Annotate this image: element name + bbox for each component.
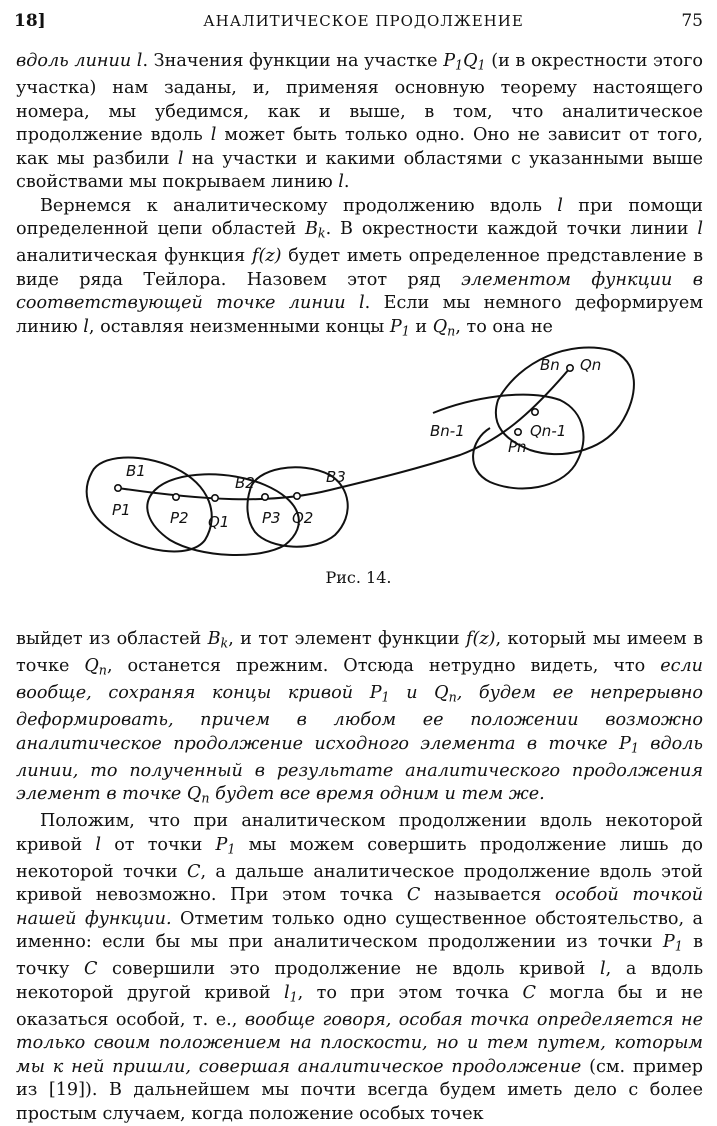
text-span: на участки и какими областями с указанными выше свойствами мы покрываем линию [16,148,704,193]
math-l: l [83,316,89,337]
math-p1: $P_1$ [369,683,390,705]
text-span: . В окрестности каждой точки линии [325,219,689,240]
page-number: 75 [681,11,703,31]
paragraph-3 [16,628,703,810]
text-span: , то она не [455,316,553,337]
label-pn: Pn [508,438,527,456]
math-c: C [522,982,536,1003]
text-span: могла бы и не оказаться особой, т. е., [16,982,704,1030]
math-c: C [406,885,421,906]
text-span: в точку [16,932,704,980]
math-l: l [338,172,344,193]
text-span: Положим, что при аналитическом продолжении вдоль некоторой кривой [16,811,703,855]
label-p1: P1 [112,501,131,519]
text-span: , а вдоль некоторой другой кривой [16,959,704,1003]
label-b2: B2 [235,474,255,492]
emphasis-span: если вообще, сохраняя концы кривой [16,656,704,704]
text-span: , и тот элемент функции [228,629,460,649]
math-fz: f(z) [466,629,496,649]
text-span: будет иметь определенное представление в виде ряда Тейлора. Назовем этот ряд [16,246,703,290]
math-bk: $B_k$ [207,629,229,651]
text-span: мы можем совершить продолжение лишь до некоторой точки [16,834,704,882]
point-qn [567,365,573,371]
text-span: называется [434,885,542,906]
paragraph-4 [16,810,703,1126]
text-span: выйдет из областей [16,629,202,649]
text-span: совершили это продолжение не вдоль кривой [112,959,586,980]
math-p1: $P_1$ [215,834,236,857]
point-q2 [294,493,300,499]
math-p1: $P_1$ [443,51,464,73]
math-l: l [358,293,365,314]
math-l: l [136,51,143,71]
text-span: может быть только одно. Оно не зависит от того, как мы разбили [16,125,703,169]
text-span: , а дальше аналитическое продолжение вдоль этой кривой невозможно. При этом точка [16,861,704,906]
math-qn: $Q_n$ [186,784,210,806]
math-l: l [557,195,563,216]
math-fz: f(z) [251,246,282,267]
emphasis-span: элементом функции в соответствующей точке линии [16,269,704,314]
emphasis-span: и [406,683,418,704]
math-l: l [177,148,184,169]
paragraph-2 [16,195,703,343]
text-span: от точки [114,834,203,855]
label-q1: Q1 [208,513,230,531]
text-block-top [16,50,703,343]
math-l: l [210,125,217,146]
text-span: (см. пример из [19]). В дальнейшем мы почти всегда будем иметь дело с более простым случаем, когда положение особых точек [16,1056,703,1124]
text-span: вдоль линии [16,51,132,71]
math-c: C [187,861,201,882]
emphasis-span: , будем ее непрерывно деформировать, причем в любом ее положении возможно аналитическое продолжение исходного элемента в точке [16,683,704,754]
figure-caption: Рис. 14. [325,568,392,587]
text-block-bottom [16,628,703,1126]
emphasis-span: вообще говоря, особая точка определяется не только своим положением на плоскости, но и тем путем, которым мы к ней пришли, совершая аналитическое продолжение [16,1009,703,1077]
domain-b1 [87,457,212,551]
text-span: , то при этом точка [297,982,510,1003]
text-span: , оставляя неизменными концы [88,316,385,337]
math-p1: $P_1$ [618,733,639,756]
point-pn [515,429,521,435]
figure-14 [80,338,660,578]
label-bn: Bn [540,356,560,374]
math-l: l [95,834,102,855]
section-number: 18] [14,11,46,31]
emphasis-span: особой точкой нашей функции. [16,885,704,929]
paragraph-1 [16,50,703,195]
emphasis-span: будет все время одним и тем же. [215,784,545,805]
math-q1: $Q_1$ [463,51,486,73]
text-span: (и в окрестности этого участка) нам заданы, и, применяя основную теорему настоящего номера, мы убедимся, как и выше, в том, что аналитическое продолжение вдоль [16,51,704,146]
math-l: l [600,959,606,980]
math-l1: $l_1$ [283,982,298,1005]
text-span: . Значения функции на участке [142,51,438,71]
text-span: , останется прежним. Отсюда нетрудно видеть, что [106,656,646,677]
text-span: при помощи определенной цепи областей [16,195,703,240]
point-q1 [212,495,218,501]
text-span: Отметим только одно существенное обстоятельство, а именно: если бы мы при аналитическом продолжении из точки [16,908,704,953]
point-p2 [173,494,179,500]
text-span: и [415,316,428,337]
point-p3 [262,494,268,500]
point-p1 [115,485,121,491]
running-header [14,8,703,34]
math-qn: $Q_n$ [434,683,457,705]
label-qn-1: Qn-1 [530,422,567,440]
label-p3: P3 [262,509,281,527]
point-qn-1 [532,409,538,415]
text-span: , который мы имеем в точке [16,629,704,677]
text-span: Вернемся к аналитическому продолжению вдоль [40,195,542,216]
running-title: АНАЛИТИЧЕСКОЕ ПРОДОЛЖЕНИЕ [203,12,524,30]
math-bk: $B_k$ [304,219,326,241]
label-b1: B1 [126,462,146,480]
text-span: . Если мы немного деформируем линию [16,293,703,337]
label-p2: P2 [170,509,189,527]
label-bn-1: Bn-1 [430,422,465,440]
emphasis-span: вдоль линии, то полученный в результате аналитического продолжения элемент в точке [16,733,704,805]
math-c: C [83,959,98,980]
label-q2: Q2 [292,509,314,527]
label-qn: Qn [580,356,602,374]
text-span: . [343,172,350,193]
math-p1: $P_1$ [389,316,410,339]
label-b3: B3 [326,468,346,486]
math-l: l [697,219,704,240]
math-qn: $Q_n$ [84,656,107,678]
math-qn: $Q_n$ [432,316,456,339]
text-span: аналитическая функция [16,246,246,267]
math-p1: $P_1$ [662,932,683,954]
